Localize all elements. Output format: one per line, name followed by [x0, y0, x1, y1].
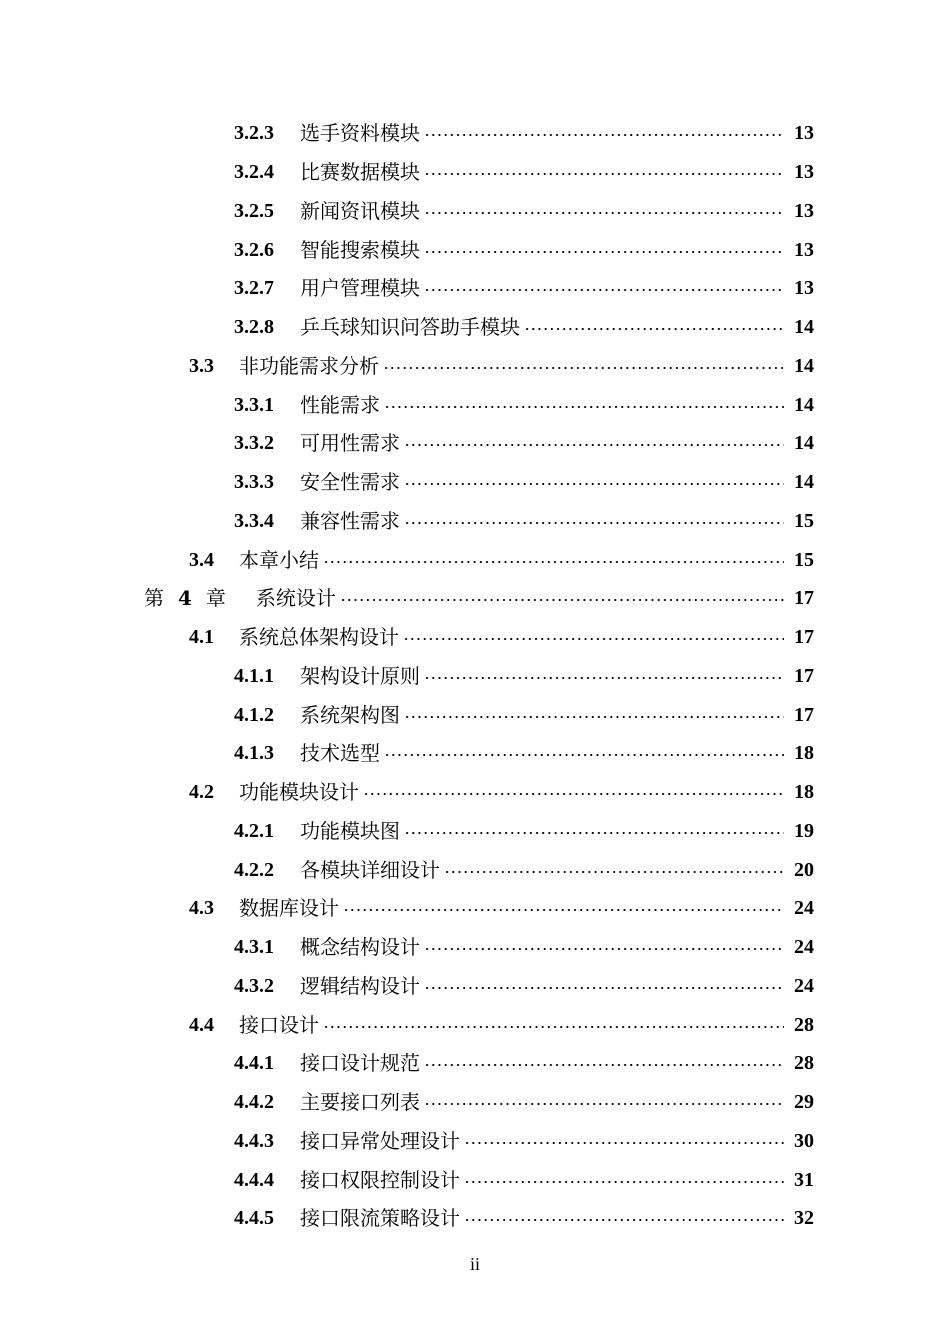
toc-entry-title: 可用性需求 — [300, 431, 400, 456]
toc-entry-number: 4.3.2 — [234, 974, 274, 997]
toc-entry[interactable] — [0, 540, 950, 579]
toc-dot-leader — [384, 397, 784, 417]
toc-dot-leader — [343, 900, 784, 920]
toc-entry-title: 主要接口列表 — [300, 1090, 420, 1115]
toc-dot-leader — [403, 629, 784, 649]
toc-entry-number: 4.1.2 — [234, 703, 274, 726]
toc-dot-leader — [424, 280, 784, 300]
toc-entry-page: 13 — [794, 199, 814, 222]
toc-entry[interactable] — [0, 269, 950, 308]
toc-chapter-number-part: 第 — [144, 586, 164, 611]
toc-entry-title: 选手资料模块 — [300, 121, 420, 146]
toc-entry-page: 30 — [794, 1129, 814, 1152]
toc-entry-title: 概念结构设计 — [300, 935, 420, 960]
toc-dot-leader — [363, 784, 784, 804]
toc-chapter-number-part: 章 — [205, 586, 226, 611]
toc-entry-title: 新闻资讯模块 — [300, 198, 420, 223]
toc-entry[interactable] — [0, 579, 950, 618]
toc-entry-number: 4.4.4 — [234, 1168, 274, 1191]
toc-entry-page: 14 — [794, 471, 814, 494]
toc-entry-page: 14 — [794, 432, 814, 455]
toc-chapter-number-part: 4 — [178, 586, 192, 611]
toc-entry-title: 各模块详细设计 — [300, 857, 440, 882]
toc-entry-number: 4.3.1 — [234, 936, 274, 959]
toc-entry-number: 4.1.3 — [234, 742, 274, 765]
toc-entry-number: 3.3.2 — [234, 432, 274, 455]
toc-entry-title: 用户管理模块 — [300, 276, 420, 301]
toc-entry-title: 比赛数据模块 — [300, 160, 420, 185]
toc-dot-leader — [424, 203, 784, 223]
toc-entry-number: 3.2.7 — [234, 277, 274, 300]
toc-dot-leader — [424, 242, 784, 262]
toc-entry-number: 3.2.5 — [234, 199, 274, 222]
toc-entry[interactable] — [0, 463, 950, 502]
toc-entry-title: 架构设计原则 — [300, 663, 420, 688]
toc-entry[interactable] — [0, 1083, 950, 1122]
toc-entry-title: 乒乓球知识问答助手模块 — [300, 315, 520, 340]
toc-entry[interactable] — [0, 850, 950, 889]
toc-chapter-number — [144, 586, 256, 611]
toc-entry-number: 4.2 — [189, 781, 214, 804]
toc-entry-title: 逻辑结构设计 — [300, 973, 420, 998]
toc-entry-page: 15 — [794, 548, 814, 571]
toc-entry[interactable] — [0, 967, 950, 1006]
toc-entry-title: 接口限流策略设计 — [300, 1206, 460, 1231]
toc-entry-title: 系统总体架构设计 — [239, 625, 399, 650]
toc-entry[interactable] — [0, 114, 950, 153]
toc-dot-leader — [524, 319, 784, 339]
toc-entry-number: 4.4.3 — [234, 1129, 274, 1152]
toc-entry-page: 18 — [794, 781, 814, 804]
toc-entry-title: 安全性需求 — [300, 470, 400, 495]
toc-entry-page: 18 — [794, 742, 814, 765]
toc-entry-title: 系统设计 — [255, 586, 336, 611]
toc-entry[interactable] — [0, 424, 950, 463]
toc-dot-leader — [404, 707, 784, 727]
toc-entry-number: 4.4.5 — [234, 1207, 274, 1230]
toc-entry-page: 29 — [794, 1091, 814, 1114]
toc-entry[interactable] — [0, 734, 950, 773]
toc-dot-leader — [323, 1017, 784, 1037]
toc-entry-number: 4.1 — [189, 626, 214, 649]
toc-dot-leader — [424, 668, 784, 688]
toc-entry[interactable] — [0, 347, 950, 386]
toc-entry-page: 31 — [794, 1168, 814, 1191]
toc-entry-title: 接口权限控制设计 — [300, 1167, 460, 1192]
toc-entry-page: 15 — [794, 509, 814, 532]
toc-entry-number: 3.4 — [189, 548, 214, 571]
toc-entry-page: 13 — [794, 161, 814, 184]
toc-dot-leader — [323, 552, 784, 572]
toc-entry-page: 17 — [794, 703, 814, 726]
toc-dot-leader — [384, 745, 784, 765]
toc-entry-page: 17 — [794, 664, 814, 687]
toc-entry-title: 性能需求 — [300, 392, 380, 417]
toc-entry-page: 17 — [794, 626, 814, 649]
toc-entry-number: 4.4 — [189, 1013, 214, 1036]
toc-entry-number: 4.3 — [189, 897, 214, 920]
toc-entry-title: 功能模块设计 — [239, 780, 359, 805]
toc-entry-page: 14 — [794, 354, 814, 377]
toc-entry-number: 3.2.4 — [234, 161, 274, 184]
toc-dot-leader — [424, 164, 784, 184]
toc-dot-leader — [464, 1133, 784, 1153]
toc-entry[interactable] — [0, 657, 950, 696]
toc-dot-leader — [424, 939, 784, 959]
toc-entry-title: 兼容性需求 — [300, 508, 400, 533]
toc-dot-leader — [424, 1055, 784, 1075]
toc-dot-leader — [404, 435, 784, 455]
toc-entry-page: 24 — [794, 897, 814, 920]
toc-entry-page: 28 — [794, 1052, 814, 1075]
toc-entry-title: 智能搜索模块 — [300, 237, 420, 262]
toc-entry-page: 24 — [794, 974, 814, 997]
toc-dot-leader — [464, 1210, 784, 1230]
toc-entry[interactable] — [0, 153, 950, 192]
toc-dot-leader — [444, 862, 784, 882]
toc-entry-number: 4.2.2 — [234, 858, 274, 881]
toc-entry-number: 3.3.1 — [234, 393, 274, 416]
toc-entry[interactable] — [0, 773, 950, 812]
toc-entry-number: 3.3.4 — [234, 509, 274, 532]
toc-entry[interactable] — [0, 1160, 950, 1199]
toc-entry-number: 3.2.3 — [234, 122, 274, 145]
toc-dot-leader — [404, 474, 784, 494]
toc-entry-page: 28 — [794, 1013, 814, 1036]
toc-entry[interactable] — [0, 695, 950, 734]
toc-dot-leader — [424, 1094, 784, 1114]
toc-entry-page: 13 — [794, 238, 814, 261]
toc-entry[interactable] — [0, 1044, 950, 1083]
toc-entry-title: 非功能需求分析 — [239, 353, 379, 378]
toc-entry-number: 3.3 — [189, 354, 214, 377]
toc-entry-number: 3.3.3 — [234, 471, 274, 494]
toc-entry-page: 13 — [794, 277, 814, 300]
toc-entry-title: 系统架构图 — [300, 702, 400, 727]
toc-entry-number: 4.4.2 — [234, 1091, 274, 1114]
toc-entry-page: 14 — [794, 316, 814, 339]
toc-entry-page: 20 — [794, 858, 814, 881]
toc-entry-title: 接口设计规范 — [300, 1051, 420, 1076]
toc-entry[interactable] — [0, 502, 950, 541]
toc-entry-page: 13 — [794, 122, 814, 145]
toc-entry[interactable] — [0, 812, 950, 851]
toc-entry-page: 32 — [794, 1207, 814, 1230]
toc-entry[interactable] — [0, 385, 950, 424]
toc-entry[interactable] — [0, 230, 950, 269]
toc-entry-title: 技术选型 — [300, 741, 380, 766]
toc-dot-leader — [424, 978, 784, 998]
toc-entry-title: 接口异常处理设计 — [300, 1128, 460, 1153]
toc-entry[interactable] — [0, 1005, 950, 1044]
page-number-footer: ii — [469, 1254, 480, 1274]
toc-entry-number: 3.2.8 — [234, 316, 274, 339]
toc-dot-leader — [383, 358, 784, 378]
toc-entry-page: 24 — [794, 936, 814, 959]
toc-entry[interactable] — [0, 618, 950, 657]
toc-entry-number: 3.2.6 — [234, 238, 274, 261]
toc-entry-number: 4.4.1 — [234, 1052, 274, 1075]
toc-entry-title: 本章小结 — [239, 547, 319, 572]
toc-dot-leader — [424, 125, 784, 145]
toc-entry[interactable] — [0, 928, 950, 967]
toc-entry-page: 19 — [794, 819, 814, 842]
toc-dot-leader — [464, 1172, 784, 1192]
table-of-contents — [0, 114, 950, 1238]
toc-entry[interactable] — [0, 889, 950, 928]
toc-entry[interactable] — [0, 308, 950, 347]
toc-entry-number: 4.2.1 — [234, 819, 274, 842]
toc-dot-leader — [340, 590, 784, 610]
toc-entry-title: 功能模块图 — [300, 818, 400, 843]
toc-entry-page: 14 — [794, 393, 814, 416]
toc-dot-leader — [404, 823, 784, 843]
toc-entry[interactable] — [0, 1199, 950, 1238]
toc-entry-title: 接口设计 — [239, 1012, 319, 1037]
toc-entry-title: 数据库设计 — [239, 896, 339, 921]
toc-entry-number: 4.1.1 — [234, 664, 274, 687]
toc-entry[interactable] — [0, 1122, 950, 1161]
toc-entry[interactable] — [0, 192, 950, 231]
toc-entry-page: 17 — [794, 587, 814, 610]
toc-dot-leader — [404, 513, 784, 533]
